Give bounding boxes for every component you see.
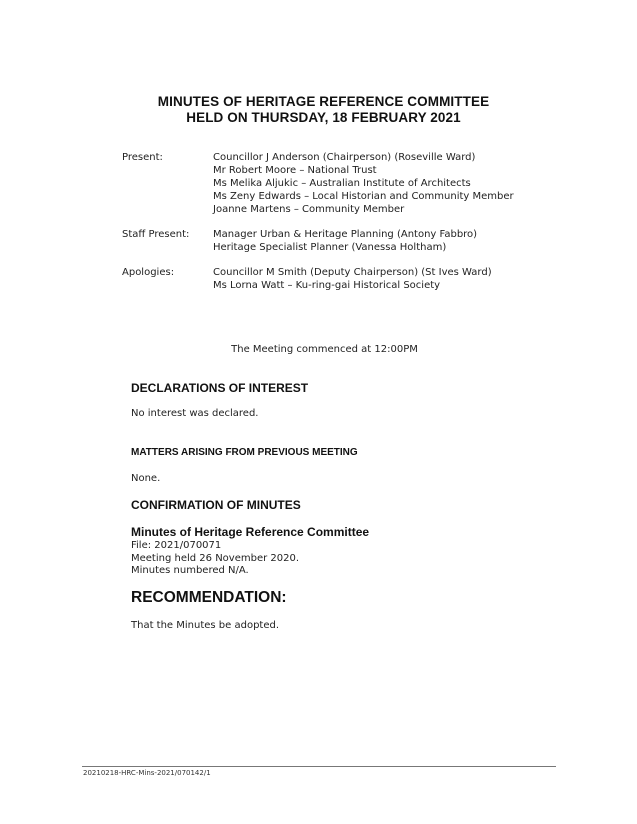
staff-present-label: Staff Present:	[122, 229, 190, 240]
staff-name: Manager Urban & Heritage Planning (Antony Fabbro)	[213, 229, 478, 240]
recommendation-heading: RECOMMENDATION:	[131, 589, 287, 606]
apology-name: Ms Lorna Watt – Ku-ring-gai Historical Society	[213, 280, 441, 291]
present-label: Present:	[122, 152, 163, 163]
present-name: Mr Robert Moore – National Trust	[213, 165, 377, 176]
present-name: Councillor J Anderson (Chairperson) (Roseville Ward)	[213, 152, 476, 163]
present-name: Ms Zeny Edwards – Local Historian and Community Member	[213, 191, 514, 202]
document-title-line-2: HELD ON THURSDAY, 18 FEBRUARY 2021	[186, 110, 461, 125]
present-name: Ms Melika Aljukic – Australian Institute of Architects	[213, 178, 471, 189]
minutes-item-title: Minutes of Heritage Reference Committee	[131, 525, 370, 539]
declarations-heading: DECLARATIONS OF INTEREST	[131, 381, 309, 395]
apologies-label: Apologies:	[122, 267, 175, 278]
document-title-line-1: MINUTES OF HERITAGE REFERENCE COMMITTEE	[157, 94, 490, 109]
footer-document-reference: 20210218-HRC-Mins-2021/070142/1	[83, 769, 211, 777]
matters-arising-text: None.	[131, 473, 161, 484]
declarations-text: No interest was declared.	[131, 408, 259, 419]
staff-present-names	[213, 228, 477, 254]
apology-name: Councillor M Smith (Deputy Chairperson) (St Ives Ward)	[213, 267, 492, 278]
present-name: Joanne Martens – Community Member	[213, 204, 405, 215]
confirmation-heading: CONFIRMATION OF MINUTES	[131, 498, 301, 512]
matters-arising-heading: MATTERS ARISING FROM PREVIOUS MEETING	[131, 447, 358, 458]
recommendation-text: That the Minutes be adopted.	[131, 620, 280, 631]
staff-name: Heritage Specialist Planner (Vanessa Holtham)	[213, 242, 447, 253]
minutes-item-numbered: Minutes numbered N/A.	[131, 565, 249, 576]
present-names	[213, 151, 514, 216]
meeting-commenced-text: The Meeting commenced at 12:00PM	[231, 344, 418, 355]
footer-divider	[82, 766, 556, 767]
minutes-item-meeting-date: Meeting held 26 November 2020.	[131, 552, 300, 564]
minutes-item-file: File: 2021/070071	[131, 540, 222, 551]
apologies-names	[213, 266, 492, 292]
